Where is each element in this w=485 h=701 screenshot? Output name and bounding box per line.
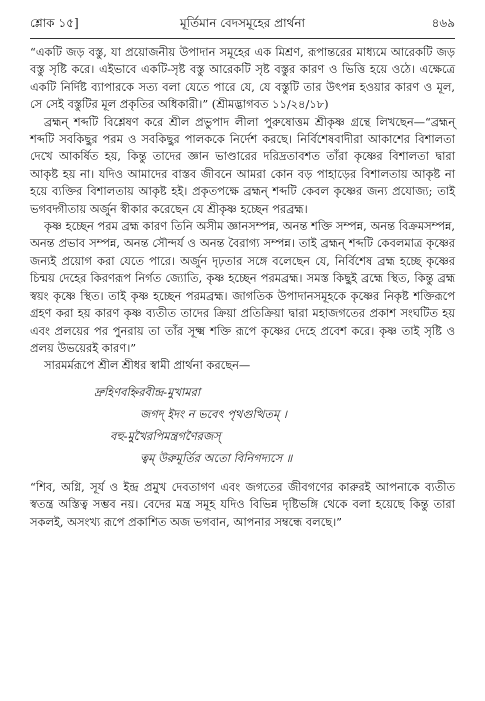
quote-paragraph-1: “একটি জড় বস্তু, যা প্রয়োজনীয় উপাদান সমূহের এক মিশ্রণ, রূপান্তরের মাধ্যমে আরেকটি জড় বস্তু সৃষ্টি করে। এইভাবে একটি-সৃষ্ট বস্তু আরেকটি সৃষ্ট বস্তুর কারণ ও ভিত্তি হয়ে ওঠে। এক্ষেত্রে একটি নির্দিষ্ট ব্যাপারকে সত্য বলা যেতে পারে যে, যে বস্তুটি তার উৎপন্ন হওয়ার কারণ ও মূল, সে সেই বস্তুটির মূল প্রকৃতির অধিকারী।” (শ্রীমদ্ভাগবত ১১/২৪/১৮) — [30, 45, 455, 112]
page-header — [30, 12, 455, 34]
sanskrit-verse — [30, 381, 455, 469]
chapter-title: মূর্তিমান বেদসমূহের প্রার্থনা — [179, 16, 306, 30]
page-number: ৪৬৯ — [431, 16, 455, 30]
verse-line-1: দ্রুহিণবহ্নিরবীন্দ্র-মুখামরা — [94, 384, 201, 399]
commentary-paragraph-2: ব্রহ্মন্ শব্দটি বিশ্লেষণ করে শ্রীল প্রভুপাদ লীলা পুরুষোত্তম শ্রীকৃষ্ণ গ্রন্থে লিখছেন—“ব্রহ্মন্ শব্দটি সবকিছুর পরম ও সবকিছুর পালককে নির্দেশ করছে। নির্বিশেষবাদীরা আকাশের বিশালতা দেখে আকর্ষিত হয়, কিন্তু তাদের জ্ঞান ভাণ্ডারের দরিদ্রতাবশত তাঁরা কৃষ্ণের বিশালতা দ্বারা আকৃষ্ট হয় না। যদিও আমাদের বাস্তব জীবনে আমরা কোন বড় পাহাড়ের বিশালতায় আকৃষ্ট না হয়ে ব্যক্তির বিশালতায় আকৃষ্ট হই। প্রকৃতপক্ষে ব্রহ্মন্ শব্দটি কেবল কৃষ্ণের জন্য প্রযোজ্য; তাই ভগবদ্গীতায় অর্জুন স্বীকার করেছেন যে শ্রীকৃষ্ণ হচ্ছেন পরব্রহ্ম। — [30, 114, 455, 216]
verse-line-4: ত্বম্ উরুমূর্তির অতো বিনিগদ্যসে ॥ — [140, 450, 293, 465]
verse-reference: শ্লোক ১৫] — [30, 16, 79, 30]
page-body — [30, 44, 455, 531]
commentary-paragraph-4: সারমর্মরূপে শ্রীল শ্রীধর স্বামী প্রার্থনা করছেন— — [44, 358, 251, 373]
verse-line-2: জগদ্ ইদং ন ভবেৎ পৃথগুত্থিতম্ । — [140, 406, 287, 421]
translation-paragraph: “শিব, অগ্নি, সূর্য ও ইন্দ্র প্রমুখ দেবতাগণ এবং জগতের জীবগণের কারুরই আপনাকে ব্যতীত স্বতন্ত্র অস্তিত্ব সম্ভব নয়। বেদের মন্ত্র সমূহ যদিও বিভিন্ন দৃষ্টিভঙ্গি থেকে বলা হয়েছে কিন্তু তারা সকলই, অসংখ্য রূপে প্রকাশিত অজ ভগবান, আপনার সম্বন্ধে বলছে।” — [30, 479, 455, 529]
header-rule — [30, 38, 455, 39]
commentary-paragraph-3: কৃষ্ণ হচ্ছেন পরম ব্রহ্ম কারণ তিনি অসীম জ্ঞানসম্পন্ন, অনন্ত শক্তি সম্পন্ন, অনন্ত বিক্রমসম্পন্ন, অনন্ত প্রভাব সম্পন্ন, অনন্ত সৌন্দর্য ও অনন্ত বৈরাগ্য সম্পন্ন। তাই ব্রহ্মন্ শব্দটি কেবলমাত্র কৃষ্ণের জন্যই প্রয়োগ করা যেতে পারে। অর্জুন দৃঢ়তার সঙ্গে বলেছেন যে, নির্বিশেষ ব্রহ্ম হচ্ছে কৃষ্ণের চিন্ময় দেহের কিরণরূপ নির্গত জ্যোতি, কৃষ্ণ হচ্ছেন পরমব্রহ্ম। সমস্ত কিছুই ব্রহ্মে স্থিত, কিন্তু ব্রহ্ম স্বয়ং কৃষ্ণে স্থিত। তাই কৃষ্ণ হচ্ছেন পরমব্রহ্ম। জাগতিক উপাদানসমূহকে কৃষ্ণের নিকৃষ্ট শক্তিরূপে গ্রহণ করা হয় কারণ কৃষ্ণ ব্যতীত তাদের ক্রিয়া প্রতিক্রিয়া দ্বারা মহাজগতের প্রকাশ সংঘটিত হয় এবং প্রলয়ের পর পুনরায় তা তাঁর সূক্ষ্ম শক্তি রূপে কৃষ্ণের দেহে প্রবেশ করে। কৃষ্ণ তাই সৃষ্টি ও প্রলয় উভয়েরই কারণ।” — [30, 219, 455, 355]
verse-line-3: বহু-মুখৈরপিমন্ত্রগণৈরজস্ — [110, 428, 221, 443]
